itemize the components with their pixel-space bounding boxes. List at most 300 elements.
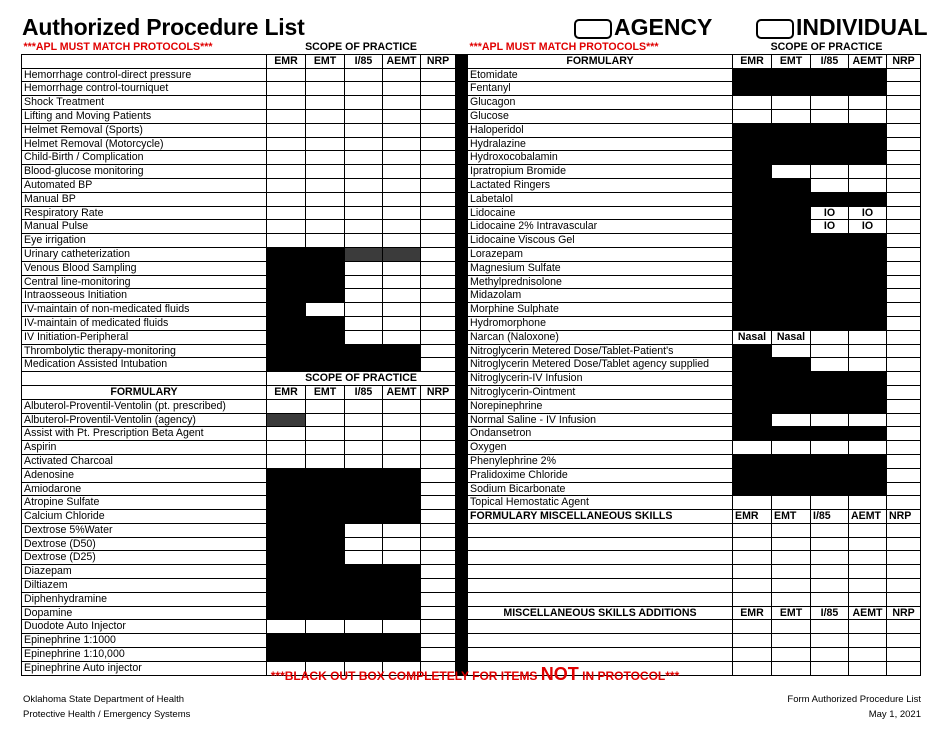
- entry-cell[interactable]: [306, 82, 345, 96]
- entry-cell[interactable]: [421, 523, 456, 537]
- entry-cell[interactable]: [421, 551, 456, 565]
- item-name: Midazolam: [468, 289, 733, 303]
- entry-cell[interactable]: [849, 178, 887, 192]
- entry-cell[interactable]: [887, 537, 921, 551]
- entry-cell[interactable]: [772, 413, 811, 427]
- entry-cell[interactable]: [421, 606, 456, 620]
- entry-cell[interactable]: [887, 247, 921, 261]
- entry-cell[interactable]: [421, 247, 456, 261]
- entry-cell[interactable]: [468, 565, 733, 579]
- blacked-out-cell: [772, 123, 811, 137]
- entry-cell[interactable]: [306, 454, 345, 468]
- entry-cell[interactable]: [887, 565, 921, 579]
- entry-cell[interactable]: [887, 372, 921, 386]
- entry-cell[interactable]: [421, 234, 456, 248]
- entry-cell[interactable]: [421, 261, 456, 275]
- entry-cell[interactable]: [772, 648, 811, 662]
- entry-cell[interactable]: [306, 109, 345, 123]
- entry-cell[interactable]: [421, 427, 456, 441]
- entry-cell[interactable]: [345, 413, 383, 427]
- entry-cell[interactable]: [421, 82, 456, 96]
- entry-cell[interactable]: [383, 303, 421, 317]
- item-name: Lactated Ringers: [468, 178, 733, 192]
- entry-cell[interactable]: [849, 565, 887, 579]
- entry-cell[interactable]: [345, 537, 383, 551]
- protocol-header-row: [22, 41, 468, 54]
- entry-cell[interactable]: [733, 96, 772, 110]
- entry-cell[interactable]: [772, 96, 811, 110]
- entry-cell[interactable]: [383, 537, 421, 551]
- entry-cell[interactable]: [733, 496, 772, 510]
- entry-cell[interactable]: [887, 385, 921, 399]
- entry-cell[interactable]: [421, 592, 456, 606]
- entry-cell[interactable]: [306, 413, 345, 427]
- entry-cell[interactable]: [383, 68, 421, 82]
- entry-cell[interactable]: [383, 178, 421, 192]
- entry-cell[interactable]: [772, 344, 811, 358]
- entry-cell[interactable]: [887, 316, 921, 330]
- entry-cell[interactable]: [811, 537, 849, 551]
- blacked-out-cell: [733, 303, 772, 317]
- entry-cell[interactable]: [421, 165, 456, 179]
- entry-cell[interactable]: [772, 551, 811, 565]
- entry-cell[interactable]: [421, 441, 456, 455]
- entry-cell[interactable]: [421, 482, 456, 496]
- entry-cell[interactable]: [345, 165, 383, 179]
- entry-cell[interactable]: [811, 96, 849, 110]
- entry-cell[interactable]: [421, 330, 456, 344]
- entry-cell[interactable]: [345, 234, 383, 248]
- entry-cell[interactable]: [383, 234, 421, 248]
- spacer: [456, 41, 468, 54]
- entry-cell[interactable]: [383, 206, 421, 220]
- table-row: [22, 551, 468, 565]
- entry-cell[interactable]: [421, 510, 456, 524]
- entry-cell[interactable]: [383, 551, 421, 565]
- entry-cell[interactable]: [421, 192, 456, 206]
- entry-cell[interactable]: [849, 344, 887, 358]
- entry-cell[interactable]: [267, 123, 306, 137]
- entry-cell[interactable]: [811, 441, 849, 455]
- entry-cell[interactable]: [811, 358, 849, 372]
- entry-cell[interactable]: [887, 178, 921, 192]
- entry-cell[interactable]: [383, 220, 421, 234]
- entry-cell[interactable]: [887, 620, 921, 634]
- entry-cell[interactable]: [849, 592, 887, 606]
- entry-cell[interactable]: [345, 303, 383, 317]
- entry-cell[interactable]: [887, 441, 921, 455]
- entry-cell[interactable]: [306, 220, 345, 234]
- entry-cell[interactable]: [421, 537, 456, 551]
- table-row: [468, 620, 921, 634]
- divider-bar: [456, 399, 468, 413]
- entry-cell[interactable]: [345, 261, 383, 275]
- entry-cell[interactable]: [306, 68, 345, 82]
- entry-cell[interactable]: [345, 82, 383, 96]
- entry-cell[interactable]: [383, 427, 421, 441]
- entry-cell[interactable]: [733, 441, 772, 455]
- entry-cell[interactable]: [887, 344, 921, 358]
- entry-cell[interactable]: [887, 275, 921, 289]
- blacked-out-cell: [849, 399, 887, 413]
- entry-cell[interactable]: [345, 454, 383, 468]
- entry-cell[interactable]: [267, 399, 306, 413]
- entry-cell[interactable]: [421, 399, 456, 413]
- entry-cell[interactable]: [345, 123, 383, 137]
- entry-cell[interactable]: [887, 165, 921, 179]
- entry-cell[interactable]: [421, 289, 456, 303]
- table-row: [468, 537, 921, 551]
- entry-cell[interactable]: [383, 109, 421, 123]
- entry-cell[interactable]: [383, 523, 421, 537]
- entry-cell[interactable]: [849, 165, 887, 179]
- entry-cell[interactable]: [887, 137, 921, 151]
- entry-cell[interactable]: [849, 579, 887, 593]
- entry-cell[interactable]: [772, 592, 811, 606]
- entry-cell[interactable]: [345, 441, 383, 455]
- entry-cell[interactable]: [421, 344, 456, 358]
- entry-cell[interactable]: [383, 261, 421, 275]
- entry-cell[interactable]: [849, 496, 887, 510]
- entry-cell[interactable]: [345, 620, 383, 634]
- entry-cell[interactable]: [306, 206, 345, 220]
- entry-cell[interactable]: [421, 565, 456, 579]
- item-name: Shock Treatment: [22, 96, 267, 110]
- item-name: Helmet Removal (Sports): [22, 123, 267, 137]
- entry-cell[interactable]: [849, 537, 887, 551]
- entry-cell[interactable]: [887, 82, 921, 96]
- divider-bar: [456, 316, 468, 330]
- entry-cell[interactable]: [887, 68, 921, 82]
- entry-cell[interactable]: [345, 316, 383, 330]
- entry-cell[interactable]: [306, 151, 345, 165]
- entry-cell[interactable]: [733, 565, 772, 579]
- entry-cell[interactable]: [849, 441, 887, 455]
- entry-cell[interactable]: [887, 551, 921, 565]
- entry-cell[interactable]: [383, 620, 421, 634]
- entry-cell[interactable]: [421, 303, 456, 317]
- entry-cell[interactable]: [306, 427, 345, 441]
- entry-cell[interactable]: [887, 427, 921, 441]
- entry-cell[interactable]: [345, 523, 383, 537]
- item-name: Dextrose (D25): [22, 551, 267, 565]
- entry-cell[interactable]: [887, 634, 921, 648]
- entry-cell[interactable]: [267, 427, 306, 441]
- entry-cell[interactable]: [849, 648, 887, 662]
- entry-cell[interactable]: [383, 165, 421, 179]
- entry-cell[interactable]: [421, 579, 456, 593]
- entry-cell[interactable]: [468, 620, 733, 634]
- entry-cell[interactable]: [383, 454, 421, 468]
- entry-cell[interactable]: [267, 151, 306, 165]
- entry-cell[interactable]: [345, 68, 383, 82]
- entry-cell[interactable]: [811, 344, 849, 358]
- entry-cell[interactable]: [733, 592, 772, 606]
- entry-cell[interactable]: [267, 178, 306, 192]
- entry-cell[interactable]: [306, 123, 345, 137]
- entry-cell[interactable]: [887, 109, 921, 123]
- entry-cell[interactable]: [733, 579, 772, 593]
- entry-cell[interactable]: [267, 68, 306, 82]
- entry-cell[interactable]: [306, 137, 345, 151]
- entry-cell[interactable]: [772, 109, 811, 123]
- entry-cell[interactable]: [306, 399, 345, 413]
- column-header: NRP: [887, 510, 921, 524]
- blacked-out-cell: [306, 261, 345, 275]
- item-name: Eye irrigation: [22, 234, 267, 248]
- entry-cell[interactable]: [383, 96, 421, 110]
- entry-cell[interactable]: [421, 96, 456, 110]
- entry-cell[interactable]: [306, 620, 345, 634]
- entry-cell[interactable]: [733, 537, 772, 551]
- blacked-out-cell: [733, 123, 772, 137]
- entry-cell[interactable]: [306, 165, 345, 179]
- entry-cell[interactable]: [849, 413, 887, 427]
- entry-cell[interactable]: [306, 234, 345, 248]
- entry-cell[interactable]: [383, 151, 421, 165]
- blacked-out-cell: [772, 482, 811, 496]
- entry-cell[interactable]: [468, 537, 733, 551]
- blacked-out-cell: [383, 592, 421, 606]
- entry-cell[interactable]: [267, 109, 306, 123]
- blacked-out-cell: [306, 275, 345, 289]
- entry-cell[interactable]: [267, 96, 306, 110]
- entry-cell[interactable]: [345, 275, 383, 289]
- agency-checkbox[interactable]: [574, 19, 612, 39]
- entry-cell[interactable]: [383, 275, 421, 289]
- entry-cell[interactable]: [421, 496, 456, 510]
- entry-cell[interactable]: [887, 234, 921, 248]
- entry-cell[interactable]: [772, 565, 811, 579]
- entry-cell[interactable]: [887, 151, 921, 165]
- entry-cell[interactable]: [345, 399, 383, 413]
- entry-cell[interactable]: [849, 330, 887, 344]
- entry-cell[interactable]: [421, 68, 456, 82]
- entry-cell[interactable]: [267, 454, 306, 468]
- entry-cell[interactable]: [887, 206, 921, 220]
- entry-cell[interactable]: [772, 537, 811, 551]
- entry-cell[interactable]: [468, 634, 733, 648]
- entry-cell[interactable]: [421, 454, 456, 468]
- entry-cell[interactable]: [887, 496, 921, 510]
- entry-cell[interactable]: [267, 220, 306, 234]
- entry-cell[interactable]: [811, 634, 849, 648]
- entry-cell[interactable]: [733, 551, 772, 565]
- entry-cell[interactable]: [267, 82, 306, 96]
- entry-cell[interactable]: [849, 620, 887, 634]
- blacked-out-cell: [849, 303, 887, 317]
- entry-cell[interactable]: [306, 441, 345, 455]
- item-name: Dextrose 5%Water: [22, 523, 267, 537]
- blacked-out-cell: [849, 275, 887, 289]
- entry-cell[interactable]: [887, 482, 921, 496]
- entry-cell[interactable]: [421, 151, 456, 165]
- entry-cell[interactable]: [772, 496, 811, 510]
- entry-cell[interactable]: [345, 330, 383, 344]
- entry-cell[interactable]: [849, 551, 887, 565]
- item-name: Urinary catheterization: [22, 247, 267, 261]
- entry-cell[interactable]: [811, 109, 849, 123]
- divider-bar: [456, 261, 468, 275]
- item-name: Blood-glucose monitoring: [22, 165, 267, 179]
- entry-cell[interactable]: [887, 454, 921, 468]
- entry-cell[interactable]: [383, 413, 421, 427]
- entry-cell[interactable]: [887, 123, 921, 137]
- entry-cell[interactable]: [421, 275, 456, 289]
- entry-cell[interactable]: [421, 137, 456, 151]
- entry-cell[interactable]: [345, 192, 383, 206]
- entry-cell[interactable]: [306, 303, 345, 317]
- entry-cell[interactable]: [733, 634, 772, 648]
- table-row: [468, 579, 921, 593]
- entry-cell[interactable]: [887, 220, 921, 234]
- entry-cell[interactable]: [849, 358, 887, 372]
- entry-cell[interactable]: [811, 565, 849, 579]
- entry-cell[interactable]: [267, 441, 306, 455]
- entry-cell[interactable]: [849, 634, 887, 648]
- blacked-out-cell: [733, 385, 772, 399]
- cell-value: IO: [811, 206, 849, 220]
- entry-cell[interactable]: [383, 441, 421, 455]
- entry-cell[interactable]: [772, 620, 811, 634]
- divider-bar: [456, 165, 468, 179]
- entry-cell[interactable]: [887, 648, 921, 662]
- entry-cell[interactable]: [733, 620, 772, 634]
- entry-cell[interactable]: [345, 289, 383, 303]
- entry-cell[interactable]: [421, 648, 456, 662]
- entry-cell[interactable]: [811, 330, 849, 344]
- entry-cell[interactable]: [345, 220, 383, 234]
- entry-cell[interactable]: [772, 165, 811, 179]
- entry-cell[interactable]: [887, 192, 921, 206]
- entry-cell[interactable]: [887, 96, 921, 110]
- entry-cell[interactable]: [772, 634, 811, 648]
- entry-cell[interactable]: [267, 137, 306, 151]
- entry-cell[interactable]: [468, 579, 733, 593]
- entry-cell[interactable]: [811, 523, 849, 537]
- individual-checkbox[interactable]: [756, 19, 794, 39]
- blacked-out-cell: [733, 468, 772, 482]
- entry-cell[interactable]: [421, 358, 456, 372]
- entry-cell[interactable]: [421, 206, 456, 220]
- entry-cell[interactable]: [306, 192, 345, 206]
- entry-cell[interactable]: [345, 178, 383, 192]
- entry-cell[interactable]: [306, 96, 345, 110]
- entry-cell[interactable]: [267, 165, 306, 179]
- entry-cell[interactable]: [383, 330, 421, 344]
- entry-cell[interactable]: [811, 413, 849, 427]
- entry-cell[interactable]: [345, 109, 383, 123]
- entry-cell[interactable]: [887, 399, 921, 413]
- entry-cell[interactable]: [267, 234, 306, 248]
- entry-cell[interactable]: [811, 592, 849, 606]
- entry-cell[interactable]: [383, 137, 421, 151]
- entry-cell[interactable]: [887, 289, 921, 303]
- entry-cell[interactable]: [811, 579, 849, 593]
- entry-cell[interactable]: [468, 592, 733, 606]
- table-row: [468, 441, 921, 455]
- entry-cell[interactable]: [345, 206, 383, 220]
- entry-cell[interactable]: [887, 523, 921, 537]
- entry-cell[interactable]: [383, 123, 421, 137]
- entry-cell[interactable]: [811, 620, 849, 634]
- blacked-out-cell: [849, 151, 887, 165]
- entry-cell[interactable]: [772, 441, 811, 455]
- entry-cell[interactable]: [345, 96, 383, 110]
- entry-cell[interactable]: [421, 413, 456, 427]
- entry-cell[interactable]: [887, 358, 921, 372]
- entry-cell[interactable]: [383, 399, 421, 413]
- blacked-out-cell: [811, 68, 849, 82]
- entry-cell[interactable]: [772, 523, 811, 537]
- page-title: Authorized Procedure List: [22, 14, 305, 40]
- entry-cell[interactable]: [421, 178, 456, 192]
- entry-cell[interactable]: [811, 496, 849, 510]
- entry-cell[interactable]: [345, 427, 383, 441]
- entry-cell[interactable]: [887, 413, 921, 427]
- entry-cell[interactable]: [887, 468, 921, 482]
- entry-cell[interactable]: [421, 109, 456, 123]
- entry-cell[interactable]: [887, 303, 921, 317]
- entry-cell[interactable]: [887, 330, 921, 344]
- blacked-out-cell: [383, 358, 421, 372]
- entry-cell[interactable]: [811, 165, 849, 179]
- blacked-out-cell: [267, 496, 306, 510]
- entry-cell[interactable]: [468, 523, 733, 537]
- entry-cell[interactable]: [811, 648, 849, 662]
- entry-cell[interactable]: [345, 137, 383, 151]
- entry-cell[interactable]: [468, 648, 733, 662]
- divider-bar: [456, 496, 468, 510]
- entry-cell[interactable]: [383, 316, 421, 330]
- table-row: [468, 648, 921, 662]
- scope-of-practice-label: SCOPE OF PRACTICE: [267, 372, 456, 386]
- entry-cell[interactable]: [267, 620, 306, 634]
- entry-cell[interactable]: [887, 579, 921, 593]
- entry-cell[interactable]: [421, 316, 456, 330]
- column-header: EMR: [267, 385, 306, 399]
- entry-cell[interactable]: [887, 261, 921, 275]
- entry-cell[interactable]: [421, 220, 456, 234]
- entry-cell[interactable]: [811, 551, 849, 565]
- misc-skills-header-row: [468, 510, 921, 524]
- entry-cell[interactable]: [383, 192, 421, 206]
- entry-cell[interactable]: [267, 192, 306, 206]
- entry-cell[interactable]: [849, 523, 887, 537]
- entry-cell[interactable]: [383, 82, 421, 96]
- entry-cell[interactable]: [772, 579, 811, 593]
- entry-cell[interactable]: [306, 178, 345, 192]
- entry-cell[interactable]: [421, 620, 456, 634]
- entry-cell[interactable]: [733, 523, 772, 537]
- entry-cell[interactable]: [267, 206, 306, 220]
- entry-cell[interactable]: [733, 109, 772, 123]
- entry-cell[interactable]: [849, 96, 887, 110]
- entry-cell[interactable]: [849, 109, 887, 123]
- entry-cell[interactable]: [345, 151, 383, 165]
- entry-cell[interactable]: [421, 468, 456, 482]
- entry-cell[interactable]: [887, 592, 921, 606]
- entry-cell[interactable]: [421, 123, 456, 137]
- entry-cell[interactable]: [733, 648, 772, 662]
- entry-cell[interactable]: [811, 178, 849, 192]
- blacked-out-cell: [733, 344, 772, 358]
- entry-cell[interactable]: [468, 551, 733, 565]
- entry-cell[interactable]: [421, 634, 456, 648]
- entry-cell[interactable]: [383, 289, 421, 303]
- blacked-out-cell: [849, 137, 887, 151]
- entry-cell[interactable]: [345, 551, 383, 565]
